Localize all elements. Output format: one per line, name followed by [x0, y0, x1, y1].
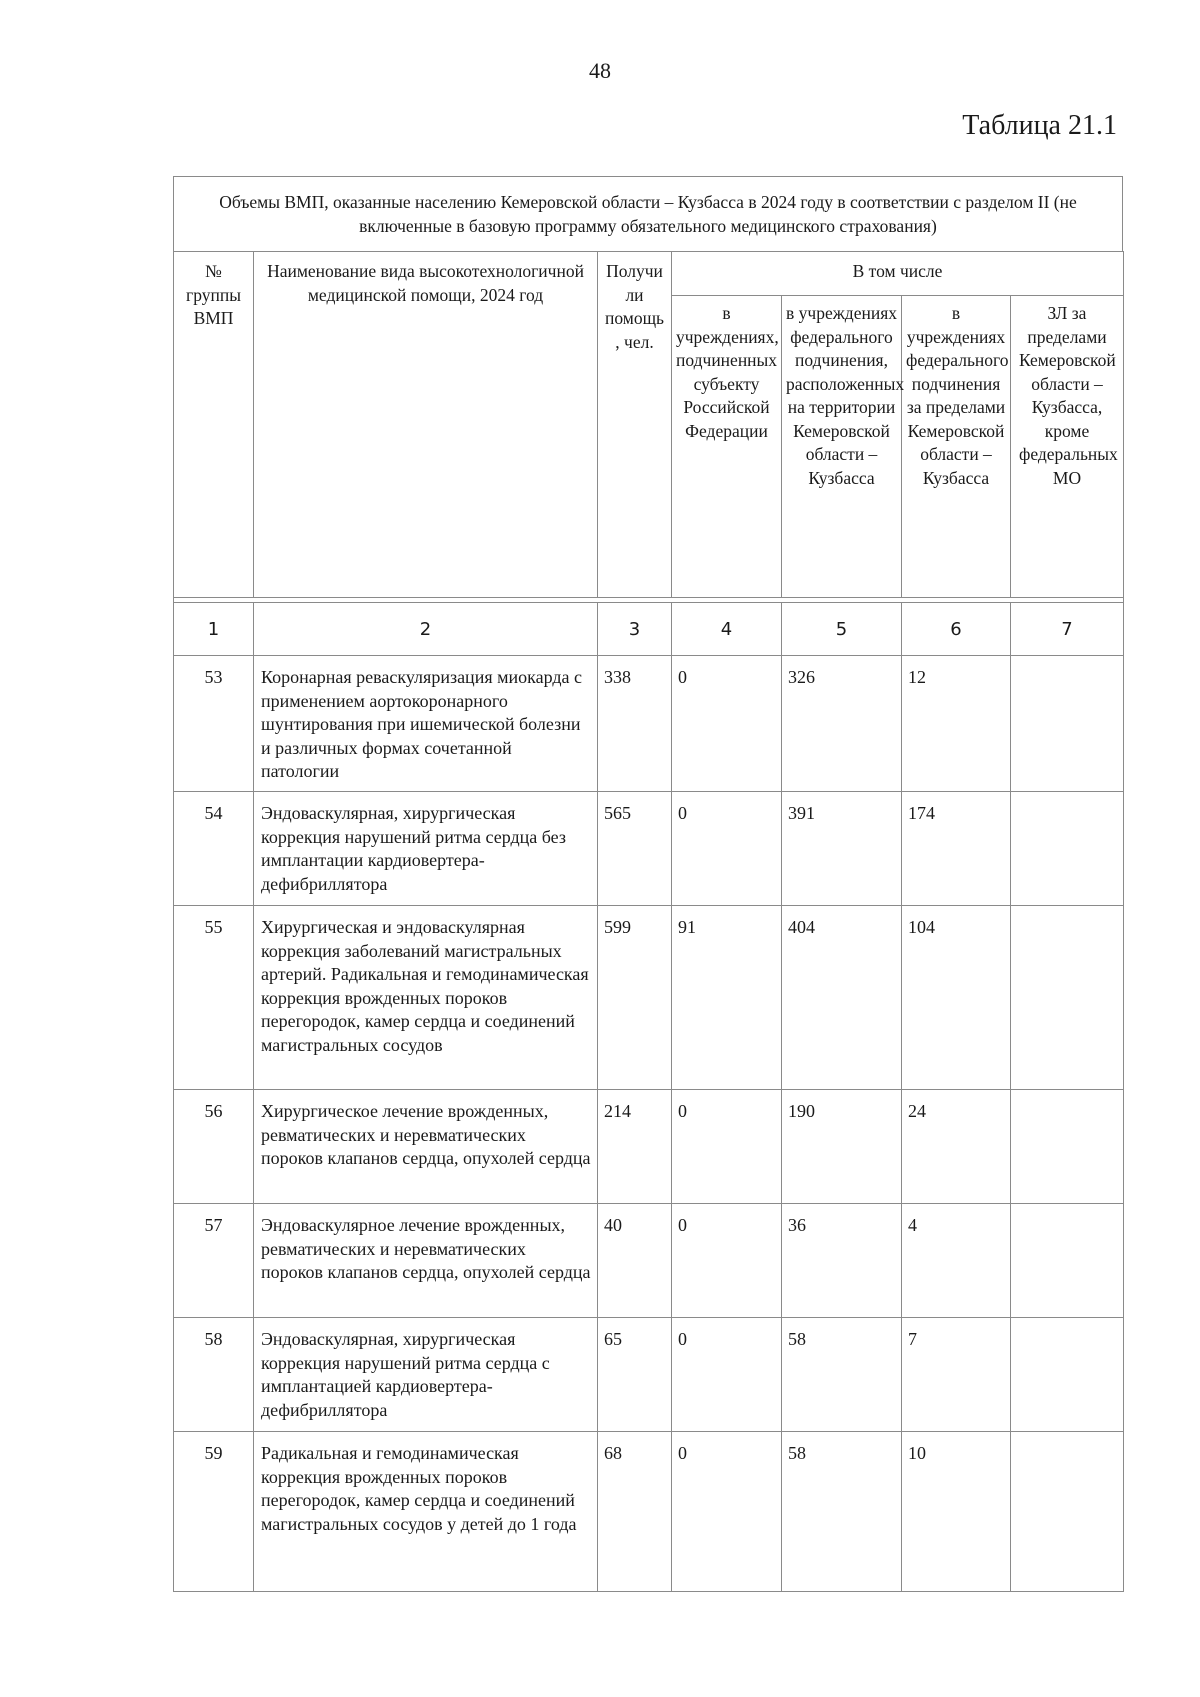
cell-group: 57 — [174, 1204, 254, 1318]
cell-name: Эндоваскулярное лечение врожденных, ревматических и неревматических пороков клапанов сердца, опухолей сердца — [254, 1204, 598, 1318]
column-number: 2 — [254, 603, 598, 656]
table-caption-text: Объемы ВМП, оказанные населению Кемеровской области – Кузбасса в 2024 году в соответствии с разделом II (не включенные в базовую программу обязательного медицинского страхования) — [219, 192, 1077, 236]
cell-federal-local: 58 — [782, 1432, 902, 1592]
column-number: 4 — [672, 603, 782, 656]
cell-zl — [1011, 1318, 1124, 1432]
cell-federal-local: 326 — [782, 656, 902, 792]
cell-federal-local: 58 — [782, 1318, 902, 1432]
cell-received: 599 — [598, 906, 672, 1090]
header-sub-subject — [672, 296, 782, 598]
cell-federal-outside: 24 — [902, 1090, 1011, 1204]
cell-federal-outside: 174 — [902, 792, 1011, 906]
header-received — [598, 252, 672, 598]
cell-zl — [1011, 906, 1124, 1090]
cell-group: 58 — [174, 1318, 254, 1432]
table-row — [174, 1090, 1124, 1204]
page-number: 48 — [589, 58, 611, 83]
header-group-text: № группы ВМП — [186, 261, 241, 328]
cell-federal-outside: 12 — [902, 656, 1011, 792]
header-sub-federal-local-text: в учреждениях федерального подчинения, расположенных на территории Кемеровской области – Кузбасса — [786, 303, 905, 488]
cell-name: Радикальная и гемодинамическая коррекция врожденных пороков перегородок, камер сердца и соединений магистральных сосудов у детей до 1 года — [254, 1432, 598, 1592]
cell-subject: 0 — [672, 1318, 782, 1432]
cell-subject: 0 — [672, 792, 782, 906]
table-row — [174, 1432, 1124, 1592]
header-name — [254, 252, 598, 598]
column-number: 1 — [174, 603, 254, 656]
cell-name: Коронарная реваскуляризация миокарда с применением аортокоронарного шунтирования при ишемической болезни и различных формах сочетанной патологии — [254, 656, 598, 792]
cell-received: 40 — [598, 1204, 672, 1318]
cell-name: Хирургическая и эндоваскулярная коррекция заболеваний магистральных артерий. Радикальная и гемодинамическая коррекция врожденных пороков перегородок, камер сердца и соединений магистральных сосудов — [254, 906, 598, 1090]
header-sub-subject-text: в учреждениях, подчиненных субъекту Российской Федерации — [676, 303, 779, 441]
header-group — [174, 252, 254, 598]
cell-federal-outside: 4 — [902, 1204, 1011, 1318]
header-sub-zl-text: ЗЛ за пределами Кемеровской области – Кузбасса, кроме федеральных МО — [1019, 303, 1118, 488]
header-sub-federal-local — [782, 296, 905, 598]
column-number: 5 — [782, 603, 902, 656]
cell-received: 214 — [598, 1090, 672, 1204]
header-received-text: Получили помощь, чел. — [604, 261, 665, 352]
table-row — [174, 792, 1124, 906]
cell-federal-local: 391 — [782, 792, 902, 906]
table-row — [174, 1318, 1124, 1432]
cell-zl — [1011, 656, 1124, 792]
cell-federal-local: 404 — [782, 906, 902, 1090]
cell-zl — [1011, 792, 1124, 906]
cell-name: Эндоваскулярная, хирургическая коррекция нарушений ритма сердца без имплантации кардиовертера-дефибриллятора — [254, 792, 598, 906]
header-name-text: Наименование вида высокотехнологичной медицинской помощи, 2024 год — [267, 261, 584, 305]
cell-federal-outside: 7 — [902, 1318, 1011, 1432]
cell-name: Эндоваскулярная, хирургическая коррекция нарушений ритма сердца с имплантацией кардиовертера-дефибриллятора — [254, 1318, 598, 1432]
table-label: Таблица 21.1 — [962, 110, 1117, 141]
cell-received: 68 — [598, 1432, 672, 1592]
table-row — [174, 1204, 1124, 1318]
cell-received: 565 — [598, 792, 672, 906]
header-sub-federal-outside-text: в учреждениях федерального подчинения за пределами Кемеровской области – Кузбасса — [906, 303, 1009, 488]
cell-federal-outside: 10 — [902, 1432, 1011, 1592]
cell-group: 54 — [174, 792, 254, 906]
cell-zl — [1011, 1432, 1124, 1592]
cell-group: 53 — [174, 656, 254, 792]
cell-subject: 91 — [672, 906, 782, 1090]
header-including: В том числе — [672, 252, 1124, 296]
column-number: 6 — [902, 603, 1011, 656]
cell-name: Хирургическое лечение врожденных, ревматических и неревматических пороков клапанов сердца, опухолей сердца — [254, 1090, 598, 1204]
cell-zl — [1011, 1090, 1124, 1204]
table-caption — [173, 176, 1123, 252]
column-number: 3 — [598, 603, 672, 656]
header-sub-federal-outside — [902, 296, 1011, 598]
cell-federal-local: 190 — [782, 1090, 902, 1204]
cell-zl — [1011, 1204, 1124, 1318]
table-row — [174, 906, 1124, 1090]
cell-received: 65 — [598, 1318, 672, 1432]
vmp-table — [173, 251, 1124, 1592]
cell-subject: 0 — [672, 1090, 782, 1204]
cell-group: 59 — [174, 1432, 254, 1592]
cell-received: 338 — [598, 656, 672, 792]
column-number: 7 — [1011, 603, 1124, 656]
cell-subject: 0 — [672, 1204, 782, 1318]
cell-federal-local: 36 — [782, 1204, 902, 1318]
header-sub-zl — [1011, 296, 1124, 598]
cell-federal-outside: 104 — [902, 906, 1011, 1090]
cell-subject: 0 — [672, 656, 782, 792]
cell-group: 55 — [174, 906, 254, 1090]
cell-group: 56 — [174, 1090, 254, 1204]
column-number-row — [174, 603, 1124, 656]
cell-subject: 0 — [672, 1432, 782, 1592]
header-row-top — [174, 252, 1124, 296]
table-row — [174, 656, 1124, 792]
